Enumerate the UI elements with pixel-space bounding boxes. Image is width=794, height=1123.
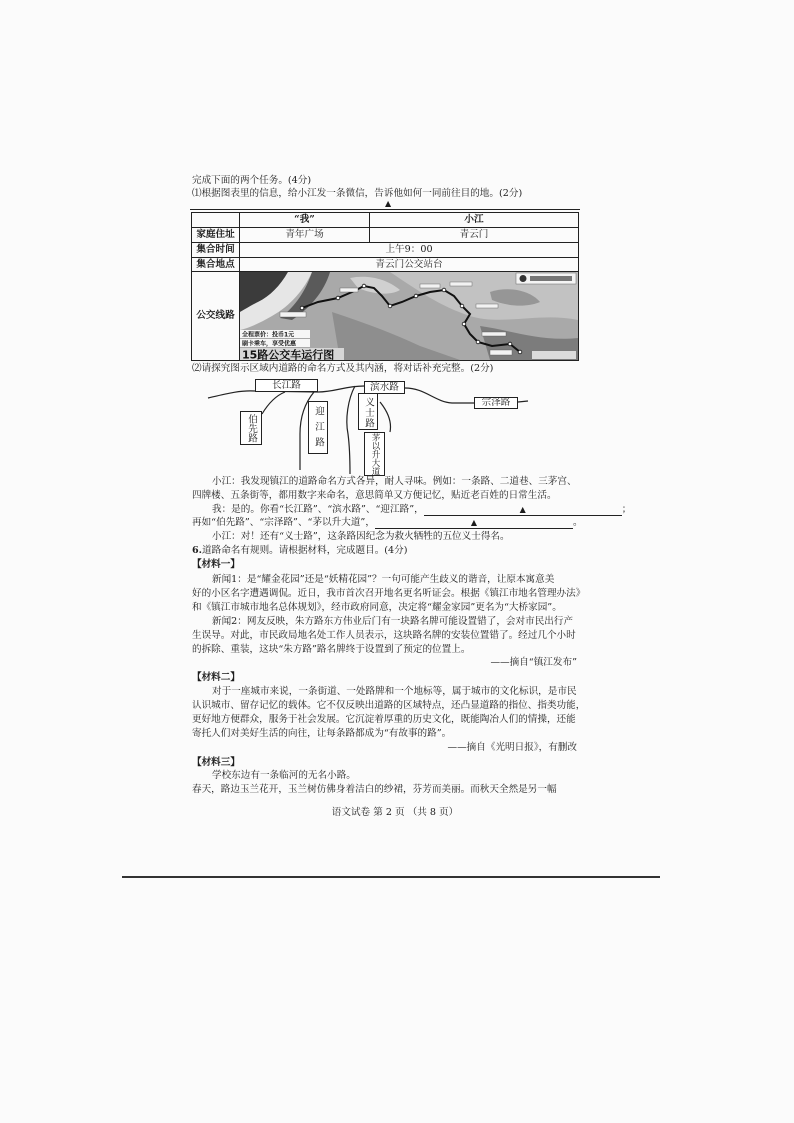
answer-blank [375, 518, 573, 529]
road-label-binshui: 滨水路 [364, 381, 405, 394]
dialogue-text: 我：是的。你看“长江路”、“滨水路”、“迎江路”， [212, 504, 424, 515]
table-row [192, 228, 579, 243]
material1-news1-line: 和《镇江市城市地名总体规划》，经市政府同意，决定将“耀金家园”更名为“大桥家园”。 [192, 602, 562, 613]
road-label-changjiang: 长江路 [255, 379, 318, 392]
header-me: “我” [240, 213, 370, 228]
dialogue-line: 小江：我发现镇江的道路命名方式各异，耐人寻味。例如：一条路、二道巷、三茅宫、 [212, 476, 577, 487]
road-label-maoyisheng: 茅以升大道 [364, 432, 385, 476]
place-value: 青云门公交站台 [240, 258, 579, 272]
material2-line: 寄托人们对美好生活的向往，让每条路都成为“有故事的路”。 [192, 728, 452, 739]
table-row [192, 243, 579, 258]
task-intro: 完成下面的两个任务。(4分) [192, 175, 312, 186]
road-label-zongze: 宗泽路 [474, 397, 518, 409]
time-value: 上午9：00 [240, 243, 579, 258]
q2-prompt: ⑵请探究图示区域内道路的命名方式及其内涵，将对话补充完整。(2分) [192, 363, 494, 374]
page-footer: 语文试卷 第 2 页 （共 8 页） [331, 807, 459, 818]
road-label-yingjiang: 迎江路 [308, 401, 328, 454]
dialogue-line-with-blank [212, 504, 631, 516]
address-me: 青年广场 [240, 228, 370, 243]
dialogue-line: 小江：对！还有“义士路”，这条路因纪念为救火牺牲的五位义士得名。 [212, 531, 510, 542]
place-label: 集合地点 [192, 258, 240, 272]
material3-heading: 【材料三】 [192, 757, 240, 768]
table-row [192, 272, 579, 361]
q1-answer-mark: ▲ [385, 199, 392, 208]
dialogue-line-with-blank [192, 517, 583, 529]
material1-news2-line: 新闻2：网友反映，朱方路东方伟业后门有一块路名牌可能设置错了，会对市民出行产 [212, 616, 574, 627]
answer-mark: ▲ [470, 518, 478, 527]
q1-prompt: ⑴根据图表里的信息，给小江发一条微信，告诉他如何一同前往目的地。(2分) [192, 188, 523, 199]
address-label: 家庭住址 [192, 228, 240, 243]
material2-line: 更好地方便群众，服务于社会发展。它沉淀着厚重的历史文化，既能陶冶人们的情操，还能 [192, 714, 576, 725]
map-card-text: 刷卡乘车，享受优惠 [242, 340, 297, 348]
road-label-yishi: 义士路 [358, 393, 378, 430]
q6-number: 6. [192, 545, 203, 556]
table-row [192, 258, 579, 272]
map-fare-text: 全程票价：投币1元 [242, 331, 295, 339]
material1-news1-line: 好的小区名字遭遇调侃。近日，我市首次召开地名更名听证会。根据《镇江市地名管理办法》 [192, 588, 586, 599]
dialogue-line: 四牌楼、五条街等，都用数字来命名，意思简单又方便记忆，贴近老百姓的日常生活。 [192, 490, 557, 501]
answer-mark: ▲ [519, 505, 526, 514]
dialogue-text: 。 [572, 517, 583, 528]
dialogue-text: ； [621, 504, 632, 515]
q1-answer-line [190, 209, 580, 210]
map-title: 15路公交车运行图 [242, 348, 335, 360]
header-xiaojiang: 小江 [370, 213, 579, 228]
material1-news2-line: 生误导。对此，市民政局地名处工作人员表示，这块路名牌的安装位置错了。经过几个小时 [192, 630, 576, 641]
time-label: 集合时间 [192, 243, 240, 258]
material3-line: 春天，路边玉兰花开，玉兰树仿佛身着洁白的纱裙，芬芳而美丽。而秋天全然是另一幅 [192, 784, 557, 795]
header-blank-cell [192, 213, 240, 228]
material2-source: ——摘自《光明日报》，有删改 [447, 742, 577, 753]
bus-route-map [240, 272, 578, 360]
material1-source: ——摘自“镇江发布” [490, 657, 577, 668]
answer-blank [424, 505, 622, 516]
table-header-row [192, 213, 579, 228]
dialogue-text: 再如“伯先路”、“宗泽路”、“茅以升大道”， [192, 517, 375, 528]
bus-label: 公交线路 [192, 272, 240, 361]
road-label-boxian: 伯先路 [240, 411, 262, 445]
material2-line: 认识城市、留存记忆的载体。它不仅反映出道路的区域特点，还凸显道路的指位、指类功能， [192, 700, 586, 711]
material1-news1-line: 新闻1：是“耀金花园”还是“妖精花园”？一句可能产生歧义的谐音，让原本寓意美 [212, 574, 555, 585]
info-table [191, 212, 579, 361]
material3-line: 学校东边有一条临河的无名小路。 [212, 770, 356, 781]
address-xiaojiang: 青云门 [370, 228, 579, 243]
material2-heading: 【材料二】 [192, 672, 240, 683]
bus-map-cell [240, 272, 579, 361]
material1-heading: 【材料一】 [192, 559, 240, 570]
material2-line: 对于一座城市来说，一条街道、一处路牌和一个地标等，属于城市的文化标识，是市民 [212, 686, 577, 697]
material1-news2-line: 的拆除、重装，这块“朱方路”路名牌终于设置到了预定的位置上。 [192, 644, 471, 655]
q6-title: 道路命名有规则。请根据材料，完成题目。(4分) [202, 545, 408, 556]
q6-heading [192, 545, 407, 557]
bottom-divider [122, 876, 660, 878]
